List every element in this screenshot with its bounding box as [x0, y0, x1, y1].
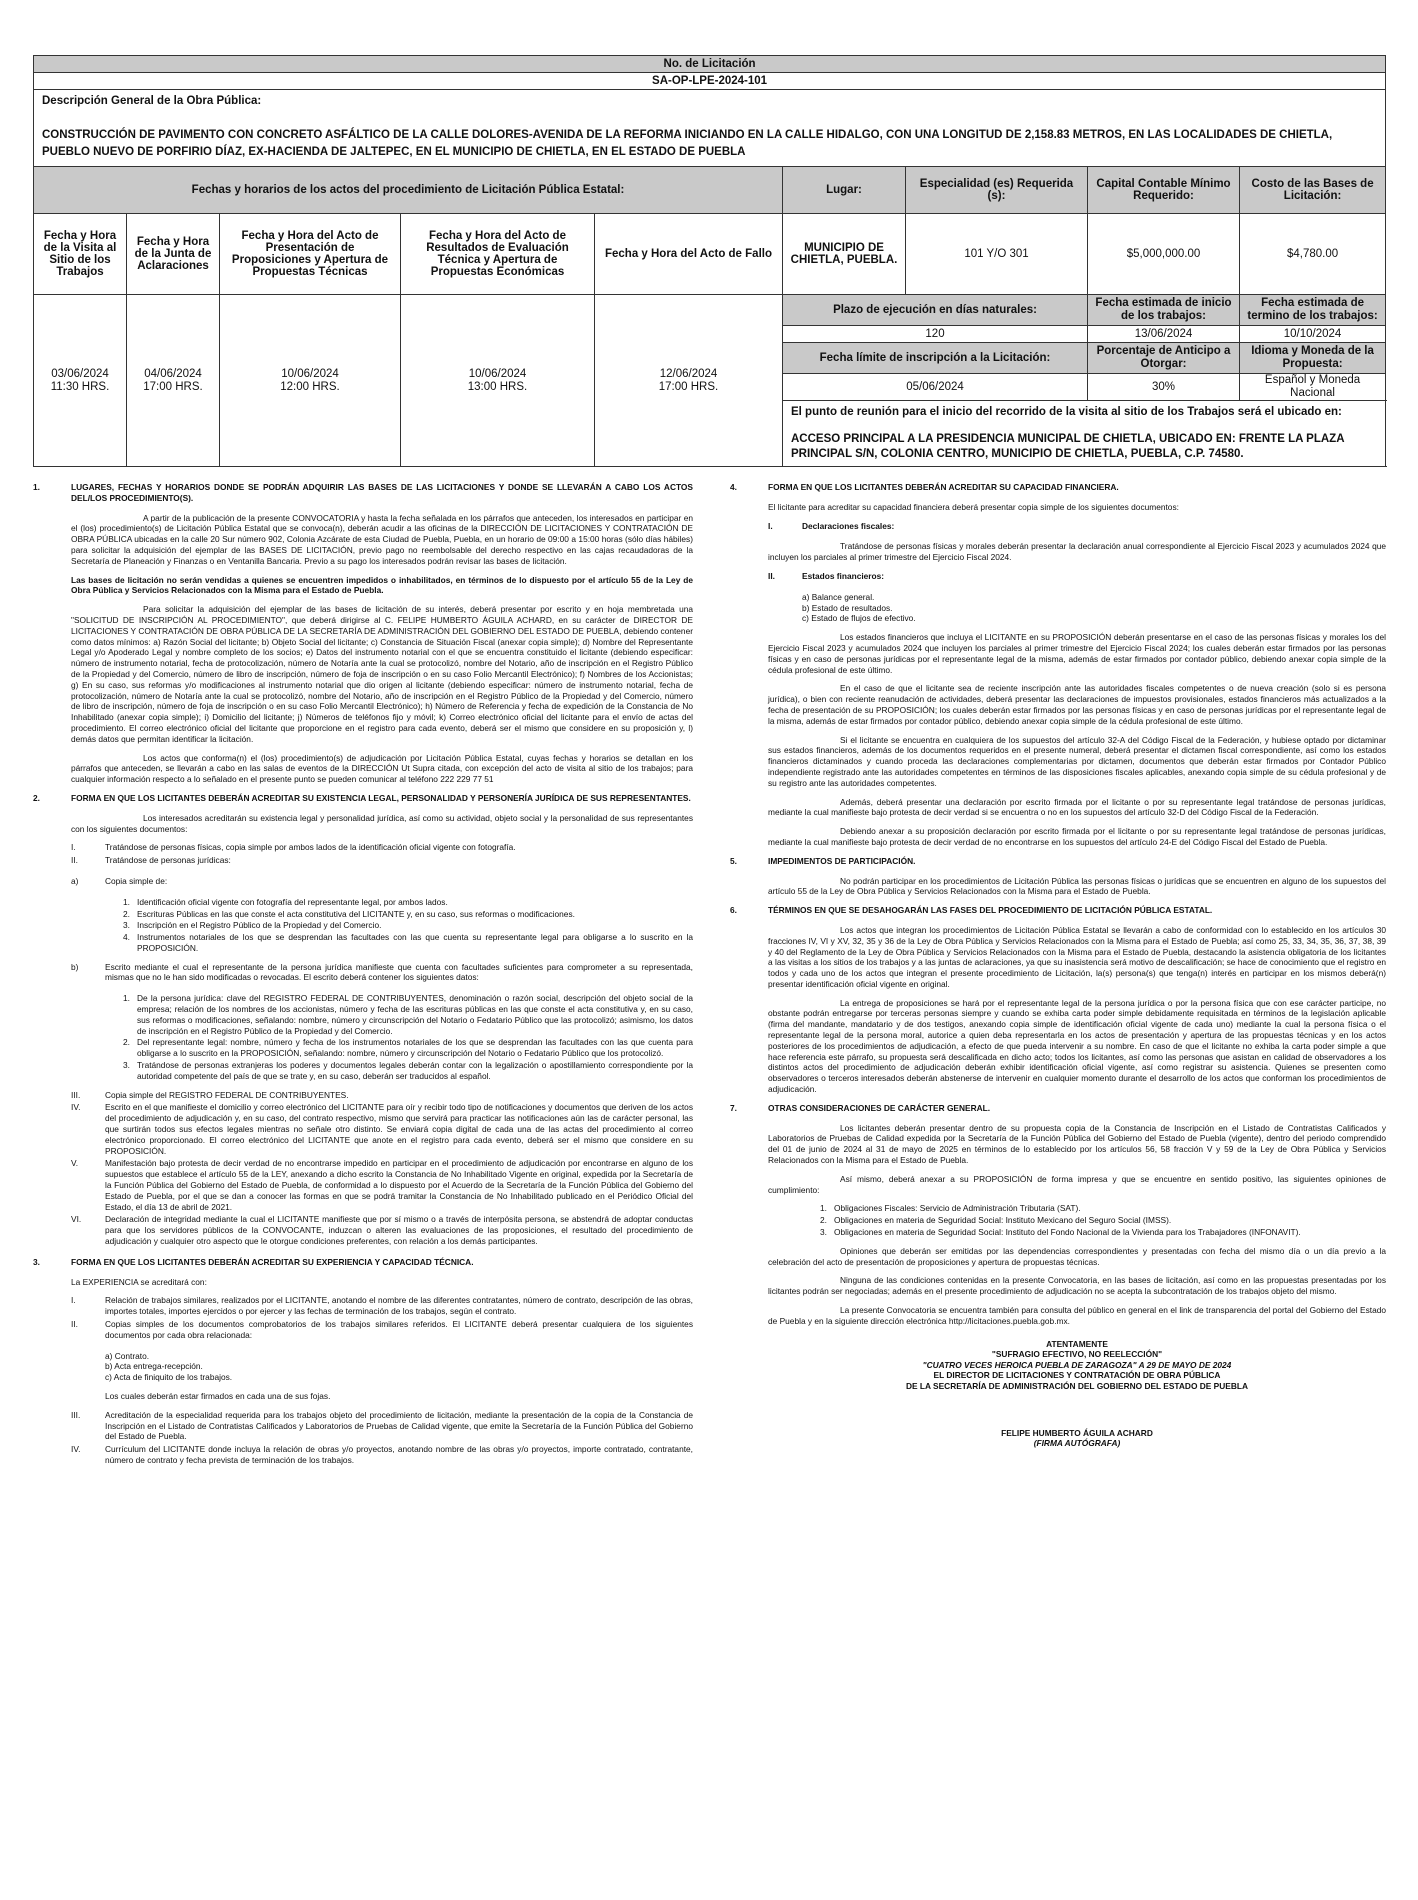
- termino-label: Fecha estimada de termino de los trabajos:: [1240, 295, 1386, 326]
- junta-time: 17:00 HRS.: [143, 380, 203, 393]
- signature-line: DE LA SECRETARÍA DE ADMINISTRACIÓN DEL GOBIERNO DEL ESTADO DE PUEBLA: [906, 1380, 1248, 1391]
- list-item: 4. Instrumentos notariales de los que se desprendan las facultades con las que cuenta su representante legal para obligarse a lo suscrito en la PROPOSICIÓN.: [123, 932, 693, 953]
- section-6-paragraph: Los actos que integran los procedimientos de Licitación Pública Estatal se llevarán a cabo de conformidad con lo establecido en los artículos 30 fracciones IV, VI y XV, 32, 35 y 36 de la Ley de Obra Pública y Servicios Relacionados con la Misma para el Estado de Puebla; así como 25, 33, 34, 35, 36, 37, 38, 39 y 40 del Reglamento de la Ley de Obra Pública y Servicios Relacionados con la Misma para el Estado de Puebla, destacando la asistencia obligatoria de los licitantes a las visitas a los sitios de los trabajos y a las juntas de aclaraciones, ya que su inasistencia será motivo de descalificación; se hace de conocimiento que el registro en todos y cada uno de los actos que integran el presente procedimiento de Licitación, la(s) persona(s) que tenga(n) interés en participar en los mismos deberá(n) presentar identificación oficial vigente en original.: [768, 924, 1386, 989]
- obra-description-cell: [34, 90, 1386, 167]
- section-2-heading: 2. FORMA EN QUE LOS LICITANTES DEBERÁN ACREDITAR SU EXISTENCIA LEGAL, PERSONALIDAD Y PERSONERÍA JURÍDICA DE SUS REPRESENTANTES.: [33, 792, 691, 803]
- list-item: 3. Obligaciones en materia de Seguridad Social: Instituto del Fondo Nacional de la Vivienda para los Trabajadores (INFONAVIT).: [820, 1227, 1301, 1238]
- inicio-label: Fecha estimada de inicio de los trabajos:: [1088, 295, 1240, 326]
- signature-line: "CUATRO VECES HEROICA PUEBLA DE ZARAGOZA" A 29 DE MAYO DE 2024: [922, 1359, 1232, 1370]
- section-1-paragraph: Para solicitar la adquisición del ejemplar de las bases de licitación de su interés, deberá presentar por escrito y en hoja membretada una "SOLICITUD DE INSCRIPCIÓN AL PROCEDIMIENTO", que deberá dirigirse al C. FELIPE HUMBERTO ÁGUILA ACHARD, en su carácter de DIRECTOR DE LICITACIONES Y CONTRATACIÓN DE OBRA PÚBLICA DE LA SECRETARÍA DE ADMINISTRACIÓN DEL GOBIERNO DEL ESTADO DE PUEBLA, debiendo contener como datos mínimos: a) Razón Social del licitante; b) Objeto Social del licitante; c) Constancia de Situación Fiscal (anexar copia simple); d) Nombre del Representante Legal y/o Apoderado Legal y nombre completo de los socios; e) Datos del instrumento notarial con el que se encuentra constituido el licitante (debiendo especificar: número de instrumento notarial, fecha de protocolización, número de Notaría ante la cual se protocolizó, nombre del Notario, año de inscripción en el Registro Público de la Propiedad y del Comercio, número de libro de inscripción, número de foja de inscripción o en su caso Folio Mercantil Electrónico); f) Nombres de los Accionistas; g) En su caso, sus reformas y/o modificaciones al instrumento notarial que dio origen al licitante (debiendo especificar: número de instrumento notarial, fecha de protocolización, número de Notaría ante la cual se protocolizó, nombre del Notario, año de inscripción en el Registro Público de la Propiedad y del Comercio, número de libro de inscripción, número de foja de inscripción o en su caso Folio Mercantil Electrónico); h) Número de Referencia y fecha de expedición de la Constancia de No Inhabilitado (anexar copia simple); i) Domicilio del licitante; j) Números de teléfonos fijo y móvil; k) Correo electrónico oficial del licitante para el envío de actas del procedimiento. El correo electrónico oficial del licitante que proporcione en el registro para cada evento, deberá ser el mismo que considere en su proposición y, l) demás datos que permitan identificar la licitación.: [71, 604, 693, 744]
- signature-note: (FIRMA AUTÓGRAFA): [1033, 1438, 1121, 1449]
- section-7-paragraph: Ninguna de las condiciones contenidas en la presente Convocatoria, en las bases de licitación, así como en las propuestas presentadas por los licitantes podrán ser negociadas; además en el presente procedimiento de adjudicación no se acepta la subcontratación de los trabajos objeto del mismo.: [768, 1275, 1386, 1297]
- visita-header: Fecha y Hora de la Visita al Sitio de los Trabajos: [34, 214, 127, 295]
- list-item: b) Acta entrega-recepción.: [105, 1361, 203, 1372]
- inicio-value: 13/06/2024: [1088, 326, 1240, 343]
- section-6-paragraph: La entrega de proposiciones se hará por el representante legal de la persona jurídica o por la persona física que con ese carácter participe, no obstante podrán entregarse por terceras personas siempre y cuando se exhiba carta poder simple debidamente requisitada en términos de la legislación aplicable (firma del mandante, mandatario y de dos testigos, anexando copia simple de identificación oficial vigente de cada uno) mediante la cual la persona física o el representante legal de la persona moral, autorice a quien deba representarla en los actos de presentación y apertura de las propuestas técnicas y en los actos posteriores de los procedimientos de adjudicación, a efecto de que pueda intervenir a su nombre. En caso de que el licitante no exhiba la carta poder simple a que hace referencia este párrafo, su propuesta será descalificada en dicho acto; todos los licitantes, así como las personas que asistan en calidad de observadores a los distintos actos del procedimiento de adjudicación deberán exhibir identificación oficial vigente, así como registrar su asistencia. Quienes se presenten como observadores o terceros interesados deberán abstenerse de intervenir en cualquier momento durante el desarrollo de los actos que conforman los procedimientos de adjudicación.: [768, 997, 1386, 1095]
- list-item: IV. Escrito en el que manifieste el domicilio y correo electrónico del LICITANTE para oír y recibir todo tipo de notificaciones y documentos que deriven de los actos del procedimiento de adjudicación y, en su caso, del contrato respectivo, mismo que servirá para practicar las notificaciones aún las de carácter personal, las que surtirán todos sus efectos legales mientras no señale otro distinto. Se enviará copia digital de cada una de las actas del procedimiento al correo electrónico proporcionado. El correo electrónico del LICITANTE que anote en el registro para cada evento, deberá ser el mismo que considere en su PROPOSICIÓN.: [71, 1102, 693, 1156]
- presentacion-time: 12:00 HRS.: [280, 380, 340, 393]
- lugar-header: Lugar:: [783, 167, 906, 214]
- visita-date: 03/06/2024: [51, 367, 109, 380]
- fallo-date-cell: [595, 295, 783, 467]
- section-3-note: Los cuales deberán estar firmados en cada una de sus fojas.: [105, 1390, 331, 1401]
- junta-header: Fecha y Hora de la Junta de Aclaraciones: [127, 214, 220, 295]
- section-7-paragraph: Los licitantes deberán presentar dentro de su propuesta copia de la Constancia de Inscripción en el Listado de Contratistas Calificados y Laboratorios de Pruebas de Calidad expedida por la Secretaría de la Función Pública del Gobierno del Estado de Puebla (vigente), dentro del periodo comprendido del 01 de junio de 2024 al 31 de mayo de 2025 en términos de lo establecido por los artículos 56, 58 fracción V y 59 de la Ley de Obra Pública y Servicios Relacionados con la Misma para el Estado de Puebla.: [768, 1122, 1386, 1166]
- section-7-paragraph: La presente Convocatoria se encuentra también para consulta del público en general en el link de transparencia del portal del Gobierno del Estado de Puebla y en la siguiente dirección electrónica http://licitaciones.puebla.gob.mx.: [768, 1305, 1386, 1326]
- limite-label: Fecha límite de inscripción a la Licitación:: [783, 343, 1088, 374]
- especialidad-header: Especialidad (es) Requerida (s):: [906, 167, 1088, 214]
- resultados-header: Fecha y Hora del Acto de Resultados de Evaluación Técnica y Apertura de Propuestas Económicas: [401, 214, 595, 295]
- licitacion-summary-table: [33, 55, 1386, 467]
- idioma-value: Español y Moneda Nacional: [1240, 374, 1386, 401]
- list-item: 3. Inscripción en el Registro Público de la Propiedad y del Comercio.: [123, 920, 382, 931]
- especialidad-value: 101 Y/O 301: [906, 214, 1088, 295]
- obra-description: CONSTRUCCIÓN DE PAVIMENTO CON CONCRETO ASFÁLTICO DE LA CALLE DOLORES-AVENIDA DE LA REFORMA INICIANDO EN LA CALLE HIDALGO, CON UNA LONGITUD DE 2,158.83 METROS, EN LAS LOCALIDADES DE CHIETLA, PUEBLO NUEVO DE PORFIRIO DÍAZ, EX-HACIENDA DE JALTEPEC, EN EL MUNICIPIO DE CHIETLA, EN EL ESTADO DE PUEBLA: [42, 129, 1333, 158]
- section-5-heading: 5. IMPEDIMENTOS DE PARTICIPACIÓN.: [730, 855, 916, 866]
- costo-value: $4,780.00: [1240, 214, 1386, 295]
- section-2-paragraph: Los interesados acreditarán su existencia legal y personalidad jurídica, así como su actividad, objeto social y la personalidad de sus representantes con los siguientes documentos:: [71, 812, 693, 834]
- list-item: I. Relación de trabajos similares, realizados por el LICITANTE, anotando el nombre de las diferentes contratantes, número de contrato, descripción de las obras, importes totales, importes ejercidos o por ejercer y las fechas de terminación de los trabajos, según el contrato.: [71, 1295, 693, 1317]
- list-item: III. Copia simple del REGISTRO FEDERAL DE CONTRIBUYENTES.: [71, 1089, 349, 1100]
- section-3-paragraph: La EXPERIENCIA se acreditará con:: [71, 1276, 207, 1287]
- termino-value: 10/10/2024: [1240, 326, 1386, 343]
- section-1-paragraph: Las bases de licitación no serán vendidas a quienes se encuentren impedidos o inhabilitados, en términos de lo dispuesto por el artículo 55 de la Ley de Obra Pública y Servicios Relacionados con la Misma para el Estado de Puebla.: [71, 574, 693, 596]
- numbered-list: [123, 897, 693, 954]
- section-4-paragraph: En el caso de que el licitante sea de reciente inscripción ante las autoridades fiscales competentes o de nueva creación (solo si es persona jurídica), o bien con reciente reanudación de actividades, deberá presentar las declaraciones de impuestos provisionales, estados financieros más actualizados a la fecha de presentación de su PROPOSICIÓN; los cuales deberán estar firmados por las personas físicas y en caso de personas jurídicas por el representante legal de la misma, además de estar firmados por contador público, debiendo anexar copia simple de la cédula profesional de este último.: [768, 683, 1386, 726]
- capital-header: Capital Contable Mínimo Requerido:: [1088, 167, 1240, 214]
- section-7-heading: 7. OTRAS CONSIDERACIONES DE CARÁCTER GENERAL.: [730, 1102, 991, 1113]
- signature-block: [730, 1339, 1386, 1449]
- section-6-heading: 6. TÉRMINOS EN QUE SE DESAHOGARÁN LAS FASES DEL PROCEDIMIENTO DE LICITACIÓN PÚBLICA ESTATAL.: [730, 905, 1213, 916]
- anticipo-value: 30%: [1088, 374, 1240, 401]
- list-item: II. Tratándose de personas jurídicas:: [71, 855, 231, 866]
- presentacion-header: Fecha y Hora del Acto de Presentación de Proposiciones y Apertura de Propuestas Técnicas: [220, 214, 401, 295]
- opiniones-list: [820, 1203, 1386, 1237]
- section-5-paragraph: No podrán participar en los procedimientos de Licitación Pública las personas físicas o jurídicas que se encuentren en alguno de los supuestos del artículo 55 de la Ley de Obra Pública y Servicios Relacionados con la Misma para el Estado de Puebla.: [768, 875, 1386, 897]
- signatory-name: FELIPE HUMBERTO ÁGUILA ACHARD: [1001, 1427, 1153, 1438]
- fallo-date: 12/06/2024: [659, 367, 718, 380]
- punto-reunion-cell: [783, 401, 1386, 467]
- list-item: 3. Tratándose de personas extranjeras los poderes y documentos legales deberán contar con la legalización o apostillamiento correspondiente por la autoridad competente del país de que se trate y, en su caso, deberán ser traducidos al español.: [123, 1060, 693, 1081]
- signature-line: ATENTAMENTE: [1046, 1338, 1108, 1349]
- list-item: b) Escrito mediante el cual el representante de la persona jurídica manifieste que cuenta con facultades suficientes para comprometer a su representada, mismas que no le han sido modificadas o revocadas. El escrito deberá contener los siguientes datos:: [71, 961, 693, 983]
- lugar-value: MUNICIPIO DE CHIETLA, PUEBLA.: [783, 214, 906, 295]
- fallo-header: Fecha y Hora del Acto de Fallo: [595, 214, 783, 295]
- list-item: a) Copia simple de:: [71, 875, 168, 886]
- list-item: a) Contrato.: [105, 1350, 150, 1361]
- list-item: I. Tratándose de personas físicas, copia simple por ambos lados de la identificación oficial vigente con fotografía.: [71, 842, 516, 853]
- estados-list: [802, 592, 1386, 624]
- junta-date-cell: [127, 295, 220, 467]
- punto-reunion-label: El punto de reunión para el inicio del recorrido de la visita al sitio de los Trabajos será el ubicado en:: [791, 406, 1342, 418]
- list-item: a) Balance general.: [802, 591, 875, 602]
- section-4-paragraph: Tratándose de personas físicas y morales deberán presentar la declaración anual correspondiente al Ejercicio Fiscal 2023 y acumulados 2024 que incluyen los parciales al primer trimestre del Ejercicio Fiscal 2024.: [768, 541, 1386, 563]
- dates-header: Fechas y horarios de los actos del procedimiento de Licitación Pública Estatal:: [34, 167, 783, 214]
- list-item: b) Estado de resultados.: [802, 602, 893, 613]
- section-3-heading: 3. FORMA EN QUE LOS LICITANTES DEBERÁN ACREDITAR SU EXPERIENCIA Y CAPACIDAD TÉCNICA.: [33, 1256, 474, 1267]
- junta-date: 04/06/2024: [144, 367, 202, 380]
- punto-reunion-value: ACCESO PRINCIPAL A LA PRESIDENCIA MUNICIPAL DE CHIETLA, UBICADO EN: FRENTE LA PLAZA PRINCIPAL S/N, COLONIA CENTRO, MUNICIPIO DE CHIETLA, PUEBLA, C.P. 74580.: [791, 433, 1345, 460]
- right-column: [730, 482, 1386, 1449]
- idioma-label: Idioma y Moneda de la Propuesta:: [1240, 343, 1386, 374]
- signature-line: "SUFRAGIO EFECTIVO, NO REELECCIÓN": [991, 1349, 1163, 1360]
- resultados-date-cell: [401, 295, 595, 467]
- section-4-heading: 4. FORMA EN QUE LOS LICITANTES DEBERÁN ACREDITAR SU CAPACIDAD FINANCIERA.: [730, 482, 1119, 492]
- list-item: 2. Escrituras Públicas en las que conste el acta constitutiva del LICITANTE y, en su caso, sus reformas o modificaciones.: [123, 908, 575, 919]
- documents-list: [105, 1351, 693, 1402]
- list-item: VI. Declaración de integridad mediante la cual el LICITANTE manifieste que por sí mismo o a través de interpósita persona, se abstendrá de adoptar conductas para que los servidores públicos de la CONVOCANTE, induzcan o alteren las evaluaciones de las proposiciones, el resultado del procedimiento de adjudicación y cualquier otro aspecto que le otorgue condiciones preferentes, con relación a los demás participantes.: [71, 1214, 693, 1247]
- section-4-paragraph: Los estados financieros que incluya el LICITANTE en su PROPOSICIÓN deberán presentarse en el caso de las personas físicas y morales los del Ejercicio Fiscal 2023 y acumulados 2024 que incluyen los parciales al primer trimestre del Ejercicio Fiscal 2024; los cuales deberán estar firmados por las personas físicas y en caso de personas jurídicas por el representante legal de la misma, además de estar firmados por contador público, debiendo anexar copia simple de la cédula profesional de este último.: [768, 632, 1386, 675]
- licitacion-number-label: No. de Licitación: [34, 56, 1386, 73]
- presentacion-date: 10/06/2024: [281, 367, 339, 380]
- section-1-heading: 1. LUGARES, FECHAS Y HORARIOS DONDE SE PODRÁN ADQUIRIR LAS BASES DE LAS LICITACIONES Y DONDE SE LLEVARÁN A CABO LOS ACTOS DEL/LOS PROCEDIMIENTO(S).: [33, 482, 693, 503]
- list-item: 1. De la persona jurídica: clave del REGISTRO FEDERAL DE CONTRIBUYENTES, denominación o razón social, descripción del objeto social de la empresa; relación de los nombres de los accionistas, número y fecha de las escrituras públicas en las que conste el acta constitutiva y, en su caso, sus reformas o modificaciones, señalando: nombre, número y circunscripción del Notario o Fedatario Público que las protocolizó; asimismo, los datos de inscripción en el Registro Público de la Propiedad y del Comercio.: [123, 993, 693, 1036]
- limite-value: 05/06/2024: [783, 374, 1088, 401]
- section-4-paragraph: Si el licitante se encuentra en cualquiera de los supuestos del artículo 32-A del Código Fiscal de la Federación, y hubiese optado por dictaminar sus estados financieros, además de los documentos requeridos en el presente numeral, deberá presentar el dictamen fiscal correspondiente, así como los estados financieros dictaminados y cuando proceda las declaraciones complementarias por dictamen, documentos que deberán estar firmados por Contador Público independiente registrado ante las autoridades competentes en términos de las disposiciones fiscales aplicables, anexando copia simple de su cédula profesional y de su registro ante las autoridades competentes.: [768, 734, 1386, 788]
- list-item: V. Manifestación bajo protesta de decir verdad de no encontrarse impedido en participar en el procedimiento de adjudicación por encontrarse en alguno de los supuestos que establece el artículo 55 de la LEY, anexando a dicho escrito la Constancia de No Inhabilitado Vigente en original, expedida por la Secretaría de la Función Pública del Gobierno del Estado de Puebla, de conformidad a lo dispuesto por el Acuerdo de la Secretaría de la Función Pública del Gobierno del Estado de Puebla, por el que se dan a conocer las formas en que se podrá tramitar la Constancia de No Inhabilitado publicado en el Periódico Oficial del Estado, el día 13 de abril de 2021.: [71, 1158, 693, 1212]
- list-item: 2. Obligaciones en materia de Seguridad Social: Instituto Mexicano del Seguro Social (IMSS).: [820, 1215, 1172, 1226]
- resultados-date: 10/06/2024: [468, 367, 527, 380]
- plazo-label: Plazo de ejecución en días naturales:: [783, 295, 1088, 326]
- list-item: 1. Obligaciones Fiscales: Servicio de Administración Tributaria (SAT).: [820, 1203, 1081, 1214]
- section-7-paragraph: Así mismo, deberá anexar a su PROPOSICIÓN de forma impresa y que se encuentre en sentido positivo, las siguientes opiniones de cumplimiento:: [768, 1173, 1386, 1195]
- resultados-time: 13:00 HRS.: [467, 380, 528, 393]
- list-item: 2. Del representante legal: nombre, número y fecha de los instrumentos notariales de los que se desprendan las facultades con las que cuenta para obligarse a lo suscrito en la PROPOSICIÓN, señalando: nombre, número y circunscripción del Notario o Fedatario Público que los protocolizó.: [123, 1037, 693, 1059]
- visita-time: 11:30 HRS.: [50, 380, 110, 393]
- signature-line: EL DIRECTOR DE LICITACIONES Y CONTRATACIÓN DE OBRA PÚBLICA: [933, 1370, 1221, 1381]
- section-7-paragraph: Opiniones que deberán ser emitidas por las dependencias correspondientes y presentadas con fecha del mismo día o un día previo a la celebración del acto de presentación de proposiciones y apertura de propuestas técnicas.: [768, 1245, 1386, 1267]
- list-item: 1. Identificación oficial vigente con fotografía del representante legal, por ambos lados.: [123, 896, 448, 907]
- list-item: II. Estados financieros:: [768, 570, 885, 581]
- fallo-time: 17:00 HRS.: [658, 380, 719, 393]
- section-4-paragraph: Debiendo anexar a su proposición declaración por escrito firmada por el licitante o por su representante legal tratándose de personas jurídicas, mediante la cual manifieste bajo protesta de decir verdad de no encontrarse en los supuestos del artículo 24-E del Código Fiscal del Estado de Puebla.: [768, 826, 1386, 847]
- licitacion-number: SA-OP-LPE-2024-101: [34, 73, 1386, 90]
- plazo-value: 120: [783, 326, 1088, 343]
- list-item: IV. Currículum del LICITANTE donde incluya la relación de obras y/o proyectos, anotando nombre de las obras y/o proyectos, importe contratado, contratante, número de contrato y fecha prevista de terminación de los trabajos.: [71, 1444, 693, 1465]
- capital-value: $5,000,000.00: [1088, 214, 1240, 295]
- list-item: I. Declaraciones fiscales:: [768, 520, 895, 531]
- section-4-paragraph: Además, deberá presentar una declaración por escrito firmada por el licitante o por su representante legal tratándose de personas jurídicas, mediante la cual manifieste bajo protesta de decir verdad si se encuentra o no en los supuestos del artículo 32-D del Código Fiscal de la Federación.: [768, 796, 1386, 818]
- list-item: II. Copias simples de los documentos comprobatorios de los trabajos similares referidos. El LICITANTE deberá presentar cualquiera de los siguientes documentos por cada obra relacionada:: [71, 1319, 693, 1340]
- numbered-list: [123, 993, 693, 1081]
- list-item: c) Estado de flujos de efectivo.: [802, 613, 916, 624]
- obra-description-label: Descripción General de la Obra Pública:: [42, 95, 262, 107]
- list-item: c) Acta de finiquito de los trabajos.: [105, 1372, 233, 1383]
- visita-date-cell: [34, 295, 127, 467]
- section-1-paragraph: A partir de la publicación de la presente CONVOCATORIA y hasta la fecha señalada en los párrafos que anteceden, los interesados en participar en el (los) procedimiento(s) de Licitación Pública Estatal que se convoca(n), deberán acudir a las oficinas de la DIRECCIÓN DE LICITACIONES Y CONTRATACIÓN DE OBRA PÚBLICA ubicadas en la calle 20 Sur número 902, Colonia Azcárate de esta Ciudad de Puebla, Puebla, en un horario de 09:00 a 15:00 horas (sólo días hábiles) para solicitar la adquisición del ejemplar de las BASES DE LICITACIÓN, previo pago no reembolsable del derecho respectivo en las cajas recaudadoras de la Secretaría de Planeación y Finanzas o en Ventanilla Bancaria. Previo a su pago los interesados podrán revisar las bases de licitación.: [71, 512, 693, 566]
- presentacion-date-cell: [220, 295, 401, 467]
- left-column: [33, 482, 693, 1468]
- section-4-paragraph: El licitante para acreditar su capacidad financiera deberá presentar copia simple de los siguientes documentos:: [768, 501, 1179, 512]
- costo-header: Costo de las Bases de Licitación:: [1240, 167, 1386, 214]
- anticipo-label: Porcentaje de Anticipo a Otorgar:: [1088, 343, 1240, 374]
- section-1-paragraph: Los actos que conforma(n) el (los) procedimiento(s) de adjudicación por Licitación Pública Estatal, cuyas fechas y horarios se detallan en los párrafos que anteceden, se llevarán a cabo en las salas de eventos de la DIRECCIÓN Ut Supra citada, con excepción del acto de visita al sitio de los trabajos; para cualquier información respecto a lo señalado en el presente punto se pueden comunicar al teléfono 222 229 77 51: [71, 752, 693, 785]
- list-item: III. Acreditación de la especialidad requerida para los trabajos objeto del procedimiento de licitación, mediante la presentación de la copia de la Constancia de Inscripción en el Listado de Contratistas Calificados y Laboratorios de Pruebas de Calidad vigente, que emite la Secretaría de la Función Pública del Gobierno del Estado de Puebla.: [71, 1409, 693, 1442]
